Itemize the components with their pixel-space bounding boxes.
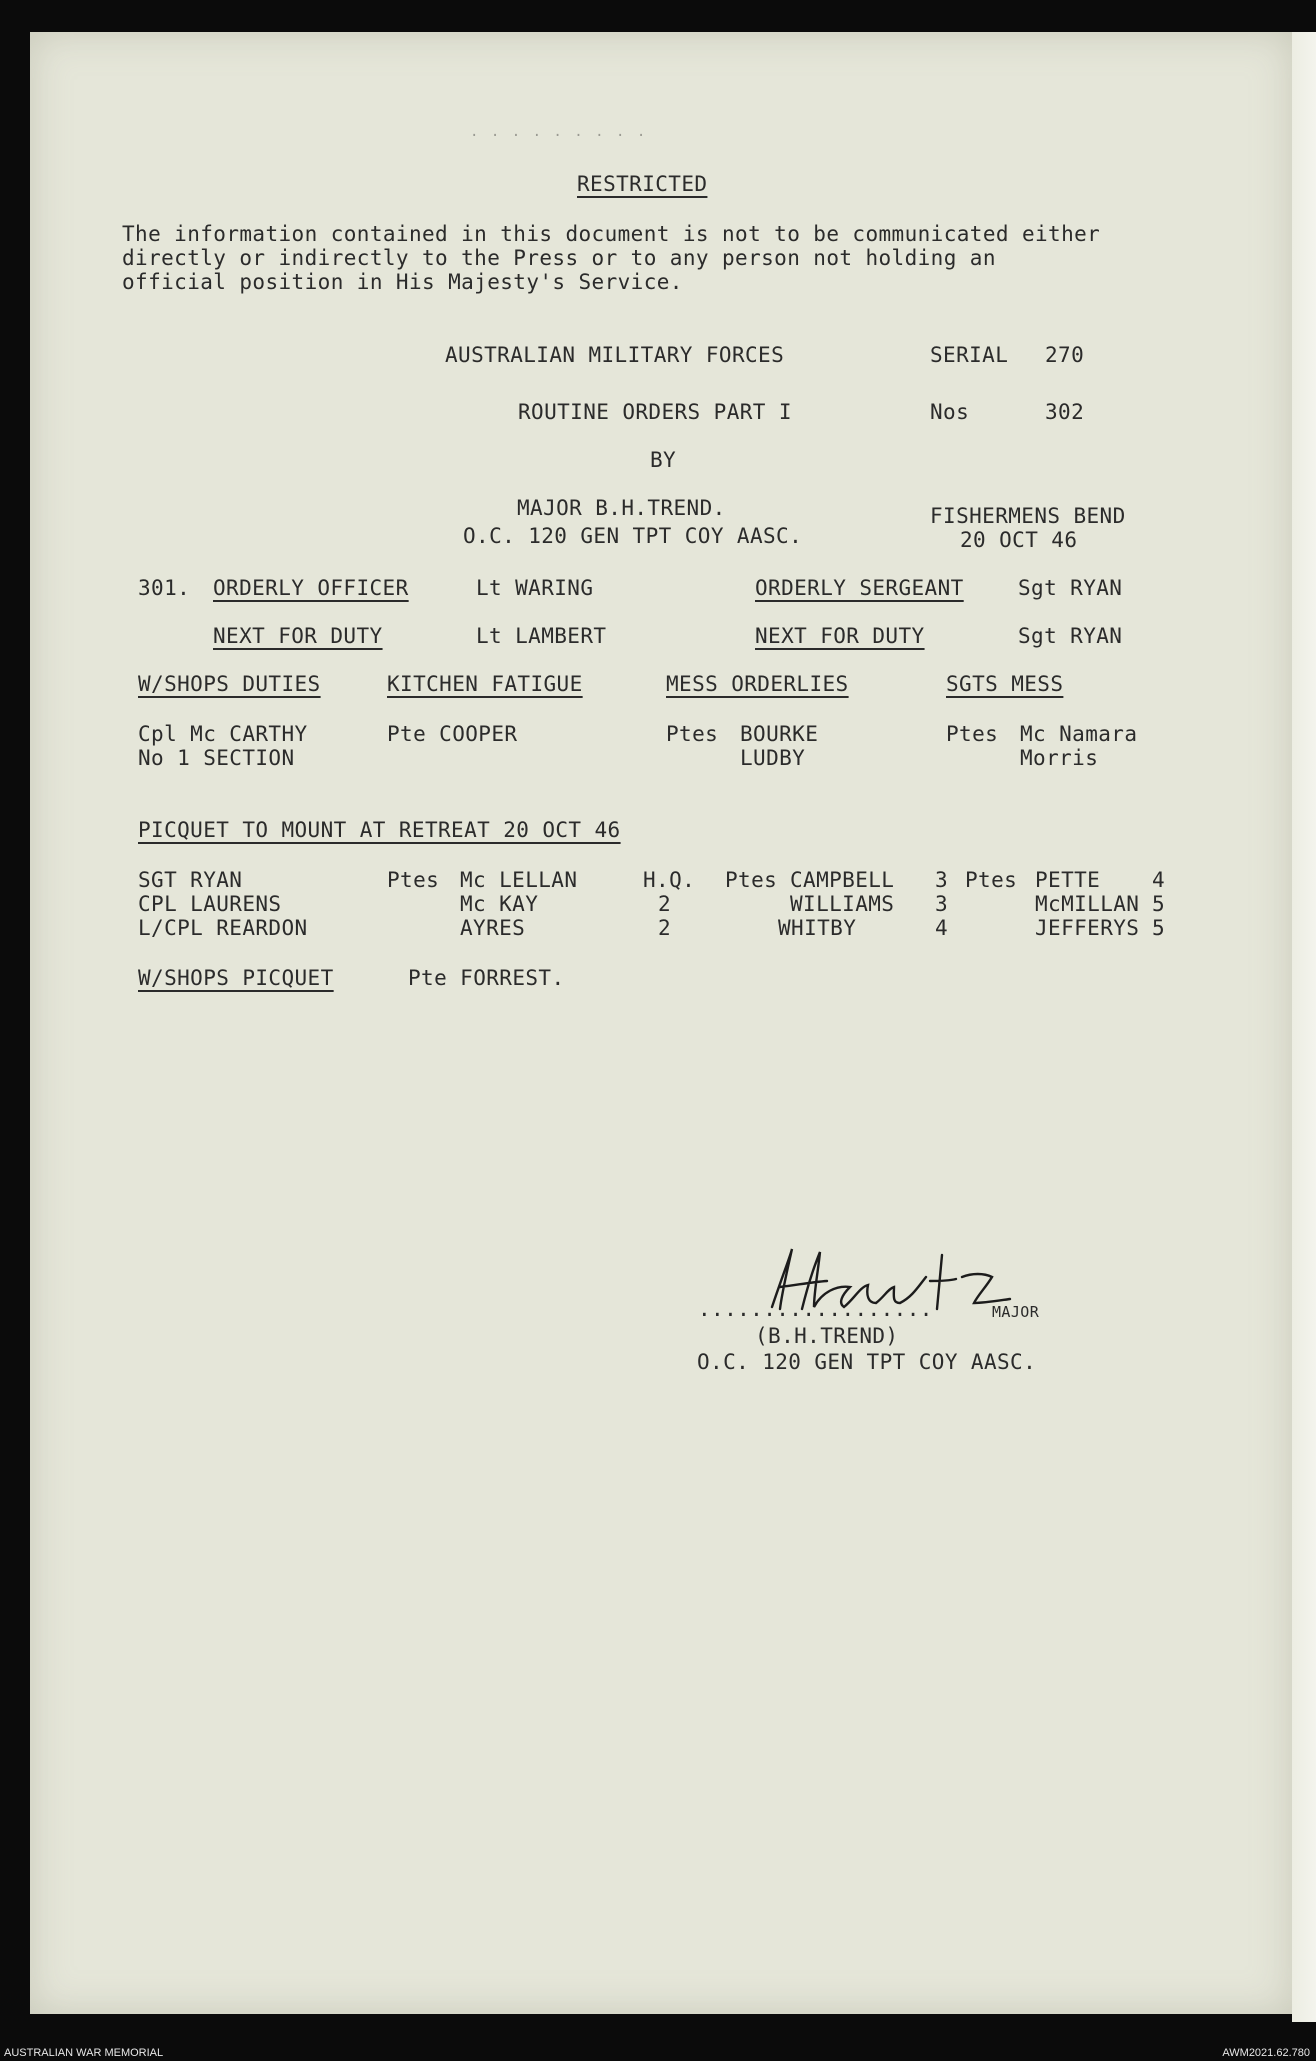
wshops-duties-header: W/SHOPS DUTIES <box>138 672 321 696</box>
wshops-picquet-value: Pte FORREST. <box>408 966 565 990</box>
paper-edge <box>1292 32 1316 2022</box>
wshops-duty-2: No 1 SECTION <box>138 746 295 770</box>
picquet-group3-sec-1: 4 <box>1152 868 1166 892</box>
orderly-officer-value: Lt WARING <box>476 576 594 600</box>
picquet-group1-prefix: Ptes <box>387 868 440 892</box>
signature-rank: MAJOR <box>992 1303 1040 1321</box>
kitchen-fatigue-1: Pte COOPER <box>387 722 518 746</box>
picquet-group1-name-3: AYRES <box>460 916 526 940</box>
picquet-group2-name-2: WILLIAMS <box>790 892 895 916</box>
picquet-title: PICQUET TO MOUNT AT RETREAT 20 OCT 46 <box>138 818 621 842</box>
picquet-group1-sec-2: 2 <box>658 892 672 916</box>
next-sergeant-value: Sgt RYAN <box>1018 624 1123 648</box>
signature-dots: .................. <box>698 1297 933 1321</box>
sgts-mess-1: Mc Namara <box>1020 722 1138 746</box>
faint-header-text: · · · · · · · · · <box>470 128 648 144</box>
picquet-group2-sec-1: 3 <box>935 868 949 892</box>
notice-line-2: directly or indirectly to the Press or to any person not holding an <box>122 246 996 270</box>
picquet-group2-name-3: WHITBY <box>778 916 857 940</box>
oc-unit: O.C. 120 GEN TPT COY AASC. <box>463 524 803 548</box>
picquet-nco-2: CPL LAURENS <box>138 892 282 916</box>
picquet-group3-sec-2: 5 <box>1152 892 1166 916</box>
sgts-mess-header: SGTS MESS <box>946 672 1064 696</box>
picquet-group1-sec-1: H.Q. <box>643 868 696 892</box>
next-for-duty-sergeant-label: NEXT FOR DUTY <box>755 624 925 648</box>
by-text: BY <box>650 448 677 472</box>
picquet-group1-name-1: Mc LELLAN <box>460 868 578 892</box>
signature-unit: O.C. 120 GEN TPT COY AASC. <box>697 1350 1037 1374</box>
picquet-group1-sec-3: 2 <box>658 916 672 940</box>
picquet-group3-prefix: Ptes <box>965 868 1018 892</box>
kitchen-fatigue-header: KITCHEN FATIGUE <box>387 672 583 696</box>
picquet-group2-sec-2: 3 <box>935 892 949 916</box>
picquet-group2-name-1: CAMPBELL <box>790 868 895 892</box>
footer-accession-number: AWM2021.62.780 <box>1222 2047 1310 2059</box>
orders-title: ROUTINE ORDERS PART I <box>518 400 792 424</box>
nos-label: Nos <box>930 400 970 424</box>
picquet-group3-sec-3: 5 <box>1152 916 1166 940</box>
serial-label: SERIAL <box>930 343 1009 367</box>
picquet-group2-prefix: Ptes <box>725 868 778 892</box>
footer-collection-label: AUSTRALIAN WAR MEMORIAL <box>4 2047 164 2059</box>
picquet-group3-name-3: JEFFERYS <box>1035 916 1140 940</box>
mess-orderly-1: BOURKE <box>740 722 819 746</box>
order-date: 20 OCT 46 <box>960 528 1078 552</box>
picquet-nco-3: L/CPL REARDON <box>138 916 308 940</box>
wshops-duty-1: Cpl Mc CARTHY <box>138 722 308 746</box>
forces-title: AUSTRALIAN MILITARY FORCES <box>445 343 785 367</box>
next-officer-value: Lt LAMBERT <box>476 624 607 648</box>
orderly-sergeant-label: ORDERLY SERGEANT <box>755 576 964 600</box>
mess-orderlies-prefix: Ptes <box>666 722 719 746</box>
mess-orderly-2: LUDBY <box>740 746 806 770</box>
restricted-heading: RESTRICTED <box>577 172 708 196</box>
notice-line-3: official position in His Majesty's Service. <box>122 270 683 294</box>
mess-orderlies-header: MESS ORDERLIES <box>666 672 849 696</box>
order-number: 301. <box>138 576 191 600</box>
picquet-group2-sec-3: 4 <box>935 916 949 940</box>
major-name: MAJOR B.H.TREND. <box>517 496 726 520</box>
next-for-duty-officer-label: NEXT FOR DUTY <box>213 624 383 648</box>
sgts-mess-2: Morris <box>1020 746 1099 770</box>
picquet-group1-name-2: Mc KAY <box>460 892 539 916</box>
signature-name: (B.H.TREND) <box>755 1324 899 1348</box>
picquet-nco-1: SGT RYAN <box>138 868 243 892</box>
orderly-officer-label: ORDERLY OFFICER <box>213 576 409 600</box>
wshops-picquet-label: W/SHOPS PICQUET <box>138 966 334 990</box>
serial-value: 270 <box>1045 343 1085 367</box>
orderly-sergeant-value: Sgt RYAN <box>1018 576 1123 600</box>
document-page <box>30 32 1292 2014</box>
picquet-group3-name-1: PETTE <box>1035 868 1101 892</box>
sgts-mess-prefix: Ptes <box>946 722 999 746</box>
place: FISHERMENS BEND <box>930 504 1126 528</box>
picquet-group3-name-2: McMILLAN <box>1035 892 1140 916</box>
notice-line-1: The information contained in this document is not to be communicated either <box>122 222 1101 246</box>
nos-value: 302 <box>1045 400 1085 424</box>
